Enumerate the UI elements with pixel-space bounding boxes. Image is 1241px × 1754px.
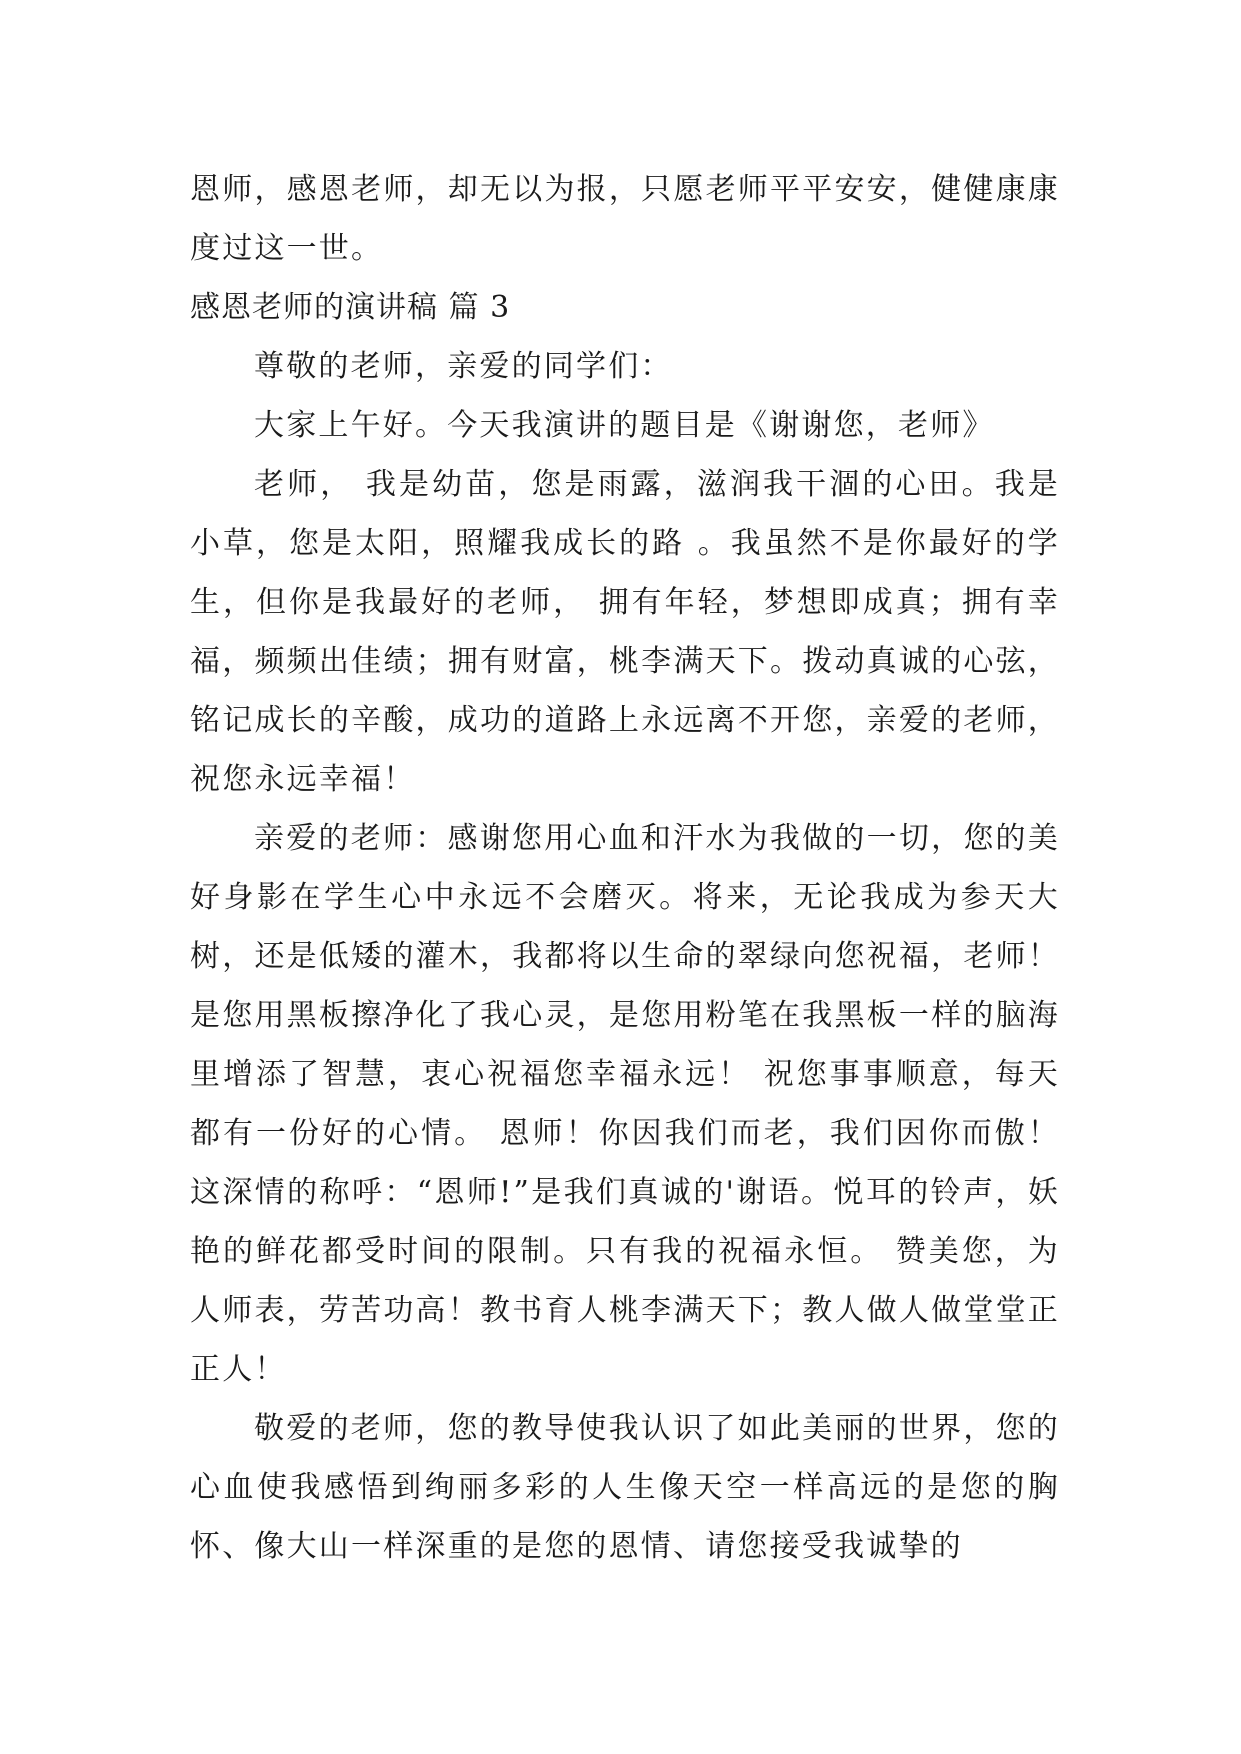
section-title: 感恩老师的演讲稿 篇 3 — [190, 290, 511, 325]
continuation-paragraph: 恩师，感恩老师，却无以为报，只愿老师平平安安，健健康康度过这一世。 — [190, 172, 1060, 266]
greeting: 大家上午好。今天我演讲的题目是《谢谢您，老师》 — [254, 408, 995, 443]
body-paragraph-1: 老师， 我是幼苗，您是雨露，滋润我干涸的心田。我是小草，您是太阳，照耀我成长的路 。我虽然不是你最好的学生，但你是我最好的老师， 拥有年轻，梦想即成真；拥有幸福，频频出佳绩；拥有财富，桃李满天下。拨动真诚的心弦，铭记成长的辛酸，成功的道路上永远离不开您，亲爱的老师，祝您永远幸福！ — [190, 467, 1060, 797]
body-paragraph-3: 敬爱的老师，您的教导使我认识了如此美丽的世界，您的心血使我感悟到绚丽多彩的人生像天空一样高远的是您的胸怀、像大山一样深重的是您的恩情、请您接受我诚挚的 — [190, 1411, 1060, 1564]
body-paragraph-2: 亲爱的老师：感谢您用心血和汗水为我做的一切，您的美好身影在学生心中永远不会磨灭。将来，无论我成为参天大树，还是低矮的灌木，我都将以生命的翠绿向您祝福，老师！是您用黑板擦净化了我心灵，是您用粉笔在我黑板一样的脑海里增添了智慧，衷心祝福您幸福永远！ 祝您事事顺意，每天都有一份好的心情。 恩师！你因我们而老，我们因你而傲！这深情的称呼：“恩师!”是我们真诚的'谢语。悦耳的铃声，妖艳的鲜花都受时间的限制。只有我的祝福永恒。 赞美您，为人师表，劳苦功高！教书育人桃李满天下；教人做人做堂堂正正人！ — [190, 821, 1060, 1387]
document-body — [190, 160, 1060, 1576]
salutation: 尊敬的老师，亲爱的同学们： — [254, 349, 673, 384]
